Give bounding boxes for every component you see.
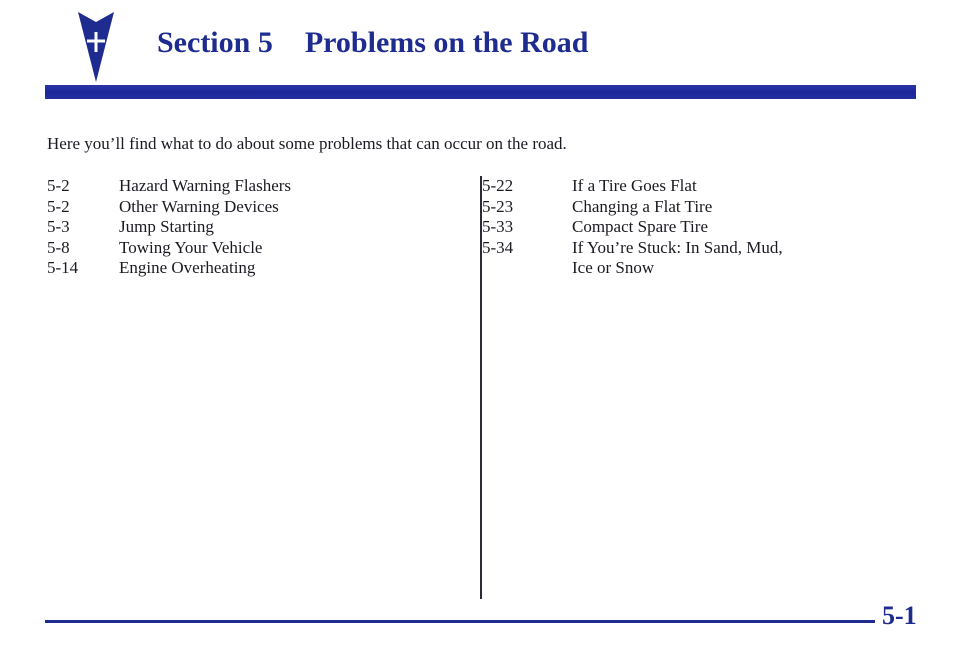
toc-page: 5-2	[47, 196, 70, 216]
toc-page: 5-14	[47, 258, 79, 277]
toc-page: 5-3	[47, 217, 70, 236]
toc-topic: Compact Spare Tire	[572, 217, 708, 236]
toc-entry[interactable]	[482, 217, 783, 238]
footer-rule	[45, 620, 875, 623]
toc-topic: If You’re Stuck: In Sand, Mud,	[572, 237, 783, 257]
toc-page: 5-8	[47, 237, 70, 257]
toc-topic: Jump Starting	[119, 217, 214, 236]
toc-topic: Changing a Flat Tire	[572, 196, 713, 216]
toc-topic: Engine Overheating	[119, 258, 256, 277]
toc-topic-continued: Ice or Snow	[572, 258, 655, 277]
arrowhead-logo-icon	[78, 12, 114, 82]
section-title: Problems on the Road	[304, 26, 589, 59]
toc-topic: Hazard Warning Flashers	[119, 176, 292, 195]
toc-entry[interactable]	[482, 176, 783, 197]
toc-page: 5-22	[482, 176, 514, 195]
toc-page: 5-2	[47, 176, 70, 195]
toc-page: 5-33	[482, 217, 514, 236]
toc-entry[interactable]	[47, 238, 291, 259]
toc-topic: If a Tire Goes Flat	[572, 176, 697, 195]
intro-text: Here you’ll find what to do about some problems that can occur on the road.	[47, 134, 567, 153]
toc-left-column	[47, 176, 291, 279]
page-title	[157, 28, 588, 58]
toc-page: 5-34	[482, 237, 514, 257]
toc-entry[interactable]	[47, 176, 291, 197]
toc-entry[interactable]	[47, 197, 291, 218]
section-label: Section 5	[157, 26, 273, 59]
header-band	[45, 85, 916, 99]
toc-entry[interactable]	[47, 217, 291, 238]
toc-topic: Towing Your Vehicle	[119, 237, 263, 257]
toc-right-column	[482, 176, 783, 279]
toc-entry-continuation	[482, 258, 783, 279]
toc-entry[interactable]	[47, 258, 291, 279]
page-number: 5-1	[882, 601, 917, 630]
toc-entry[interactable]	[482, 238, 783, 259]
toc-topic: Other Warning Devices	[119, 196, 279, 216]
toc-page: 5-23	[482, 196, 514, 216]
toc-entry[interactable]	[482, 197, 783, 218]
